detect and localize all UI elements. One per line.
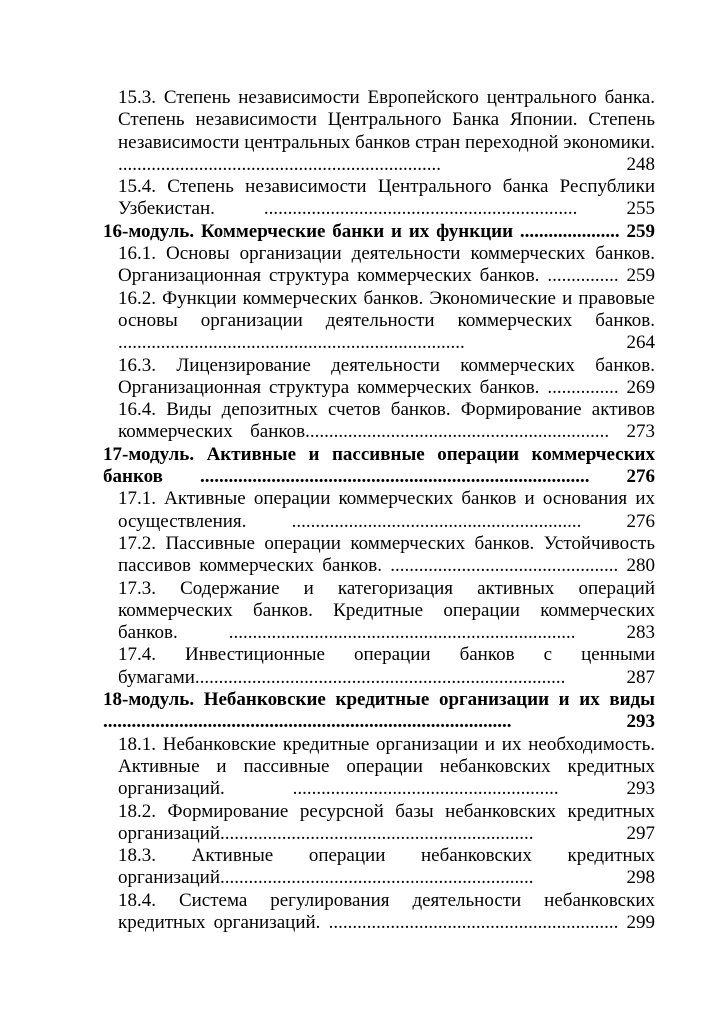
- toc-entry-17-4: 17.4. Инвестиционные операции банков с ценными бумагами.............................................................................. 287: [118, 644, 655, 688]
- toc-entry-18-3: 18.3. Активные операции небанковских кредитных организаций.................................................................. 298: [118, 845, 655, 889]
- table-of-contents: [103, 87, 655, 934]
- toc-entry-17-3: 17.3. Содержание и категоризация активных операций коммерческих банков. Кредитные операции коммерческих банков. ......................................................................... 283: [118, 577, 655, 644]
- toc-entry-16-2: 16.2. Функции коммерческих банков. Экономические и правовые основы организации деятельности коммерческих банков. ......................................................................... 264: [118, 287, 655, 354]
- toc-entry-16-1: 16.1. Основы организации деятельности коммерческих банков. Организационная структура коммерческих банков. ............... 259: [118, 243, 655, 287]
- toc-entry-18-1: 18.1. Небанковские кредитные организации и их необходимость. Активные и пассивные операции небанковских кредитных организаций. ........................................................ 293: [118, 733, 655, 800]
- toc-module-16: 16-модуль. Коммерческие банки и их функции ..................... 259: [103, 220, 655, 242]
- toc-entry-16-4: 16.4. Виды депозитных счетов банков. Формирование активов коммерческих банков................................................................ 273: [118, 399, 655, 443]
- toc-entry-15-3: 15.3. Степень независимости Европейского центрального банка. Степень независимости Центрального Банка Японии. Степень независимости центральных банков стран переходной экономики. .................................................................... 248: [118, 87, 655, 175]
- toc-entry-18-4: 18.4. Система регулирования деятельности небанковских кредитных организаций. ............................................................. 299: [118, 889, 655, 933]
- toc-entry-17-1: 17.1. Активные операции коммерческих банков и основания их осуществления. ............................................................. 276: [118, 488, 655, 532]
- toc-module-17: 17-модуль. Активные и пассивные операции коммерческих банков .................................................................................. 276: [103, 443, 655, 488]
- toc-module-18: 18-модуль. Небанковские кредитные организации и их виды ...................................................................................... 293: [103, 689, 655, 733]
- toc-entry-18-2: 18.2. Формирование ресурсной базы небанковских кредитных организаций.................................................................. 297: [118, 800, 655, 844]
- toc-entry-15-4: 15.4. Степень независимости Центрального банка Республики Узбекистан. .................................................................. 255: [118, 176, 655, 220]
- toc-entry-17-2: 17.2. Пассивные операции коммерческих банков. Устойчивость пассивов коммерческих банков. ................................................ 280: [118, 532, 655, 577]
- toc-entry-16-3: 16.3. Лицензирование деятельности коммерческих банков. Организационная структура коммерческих банков. ............... 269: [118, 354, 655, 398]
